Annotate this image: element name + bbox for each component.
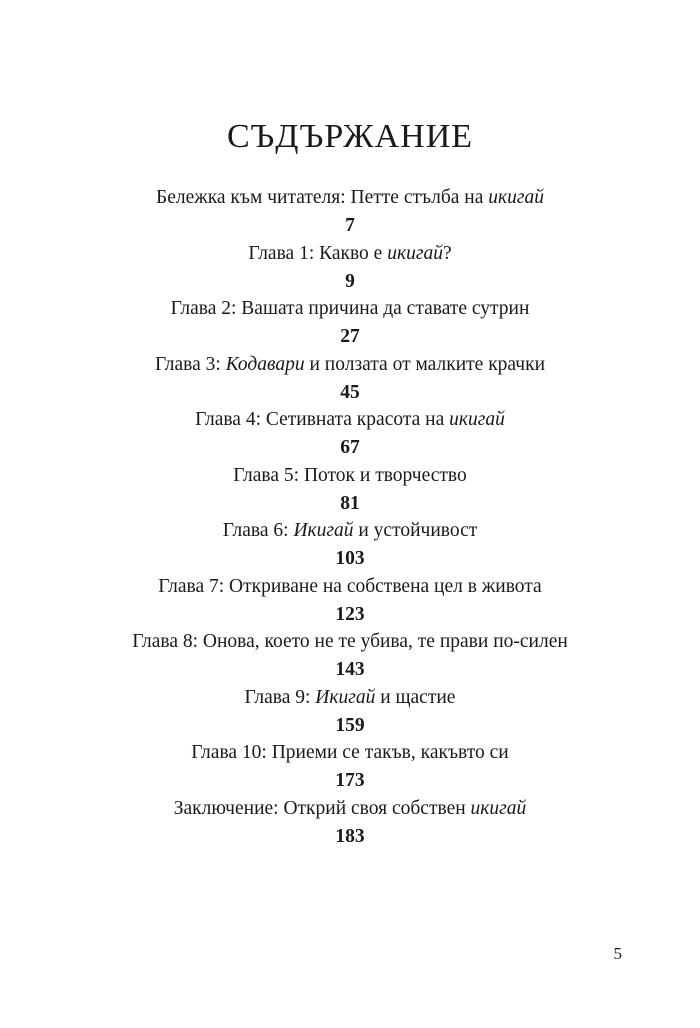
toc-entry-title[interactable]: Глава 3: Кодавари и ползата от малките крачки (154, 353, 546, 375)
toc-entry-title[interactable]: Заключение: Открий своя собствен икигай (173, 797, 527, 819)
toc-entry-title[interactable]: Глава 5: Поток и творчество (233, 464, 467, 486)
toc-entry-11[interactable] (0, 795, 700, 851)
page-title: СЪДЪРЖАНИЕ (226, 118, 474, 155)
toc-entry-2[interactable] (0, 295, 700, 351)
toc-entry-title[interactable]: Глава 1: Какво е икигай? (248, 242, 452, 264)
toc-entry-title[interactable]: Глава 6: Икигай и устойчивост (222, 520, 478, 541)
toc-entry-title[interactable]: Глава 4: Сетивната красота на икигай (195, 409, 505, 430)
toc-entry-title[interactable]: Бележка към читателя: Петте стълба на икигай (156, 187, 544, 208)
toc-entry-page-number: 183 (335, 825, 365, 847)
toc-entry-7[interactable] (0, 573, 700, 629)
toc-entry-9[interactable] (0, 684, 700, 740)
toc-entry-page-number: 27 (340, 326, 360, 347)
toc-entry-page-number: 173 (335, 770, 365, 791)
toc-entry-8[interactable] (0, 628, 700, 684)
toc-entry-4[interactable] (0, 406, 700, 462)
toc-entry-6[interactable] (0, 517, 700, 573)
toc-entry-title[interactable]: Глава 7: Откриване на собствена цел в живота (158, 575, 542, 597)
toc-entry-title[interactable]: Глава 10: Приеми се такъв, какъвто си (191, 742, 509, 763)
toc-entry-page-number: 123 (335, 603, 365, 625)
toc-entry-0[interactable] (0, 184, 700, 240)
toc-entry-5[interactable] (0, 462, 700, 518)
toc-entry-page-number: 159 (335, 714, 365, 736)
toc-entry-title[interactable]: Глава 8: Онова, което не те убива, те прави по-силен (132, 631, 568, 652)
toc-entry-page-number: 143 (335, 659, 365, 680)
toc-entry-title[interactable]: Глава 9: Икигай и щастие (244, 686, 456, 708)
toc-entry-page-number: 7 (345, 215, 355, 236)
page-number: 5 (613, 944, 622, 963)
toc-entry-page-number: 103 (335, 548, 365, 569)
toc-entry-page-number: 67 (340, 437, 360, 458)
toc-entry-3[interactable] (0, 351, 700, 407)
table-of-contents (0, 184, 700, 850)
toc-entry-1[interactable] (0, 240, 700, 296)
toc-entry-page-number: 9 (345, 270, 355, 292)
toc-entry-page-number: 81 (340, 492, 360, 514)
toc-entry-title[interactable]: Глава 2: Вашата причина да ставате сутрин (170, 298, 530, 319)
toc-entry-10[interactable] (0, 739, 700, 795)
toc-entry-page-number: 45 (340, 381, 360, 403)
